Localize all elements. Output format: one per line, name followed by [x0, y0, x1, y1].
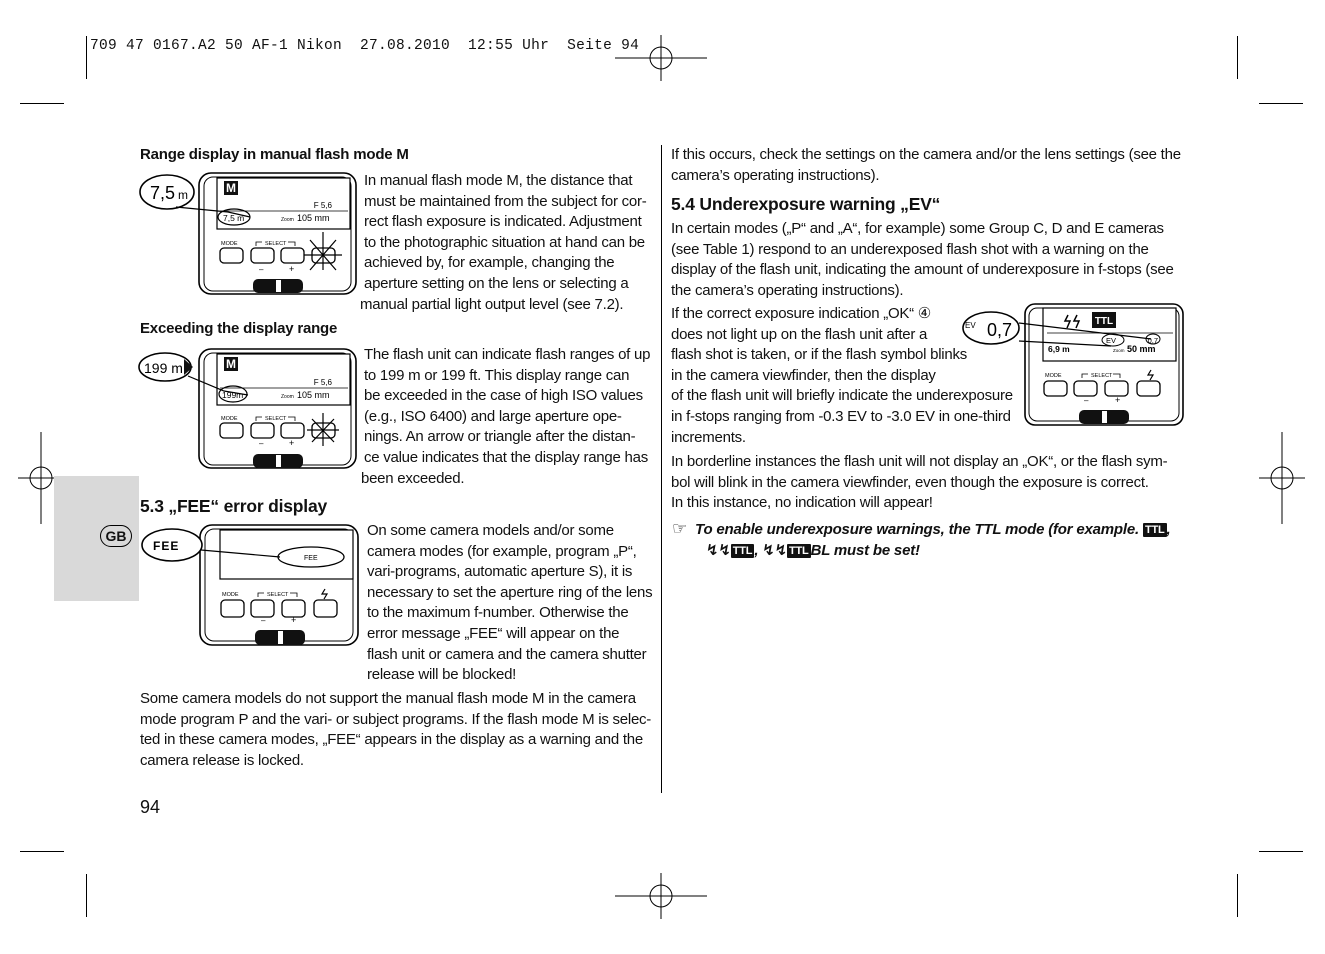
aperture-value: F 5,6 [313, 378, 332, 387]
intro-paragraph: If this occurs, check the settings on the camera and/or the lens settings (see the camera’s operating instructions). [671, 146, 1181, 184]
flash-sync-icon: ↯↯ [706, 542, 731, 559]
ttl-chip: TTL [789, 545, 809, 557]
print-header: 709 47 0167.A2 50 AF-1 Nikon 27.08.2010 12:55 Uhr Seite 94 [90, 38, 640, 54]
fee-indicator: FEE [304, 555, 318, 562]
borderline-paragraph: In borderline instances the flash unit will not display an „OK“, or the flash sym- bol will blink in the camera viewfinder, even though the exposure is correct. In this instance, no indication will appear! [671, 453, 1168, 512]
zoom-label: Zoom [281, 394, 294, 400]
callout-unit: m [178, 188, 188, 202]
select-label: SELECT [1091, 373, 1113, 379]
crop-mark [86, 36, 87, 79]
ttl-chip: TTL [732, 545, 753, 557]
zoom-label: Zoom [281, 217, 294, 223]
fee-display-diagram [138, 523, 364, 649]
crop-mark [86, 874, 87, 917]
exceed-display-diagram [138, 346, 360, 472]
crop-mark [20, 103, 64, 104]
range-display-diagram [138, 170, 360, 298]
callout-ev-label: EV [965, 321, 976, 330]
ok-paragraph: If the correct exposure indication „OK“ ④ does not light up on the flash unit after a flash shot is taken, or if the flash symbol blinks in the camera viewfinder, then the display of the flash unit will briefly indicate the underexposure in f-stops ranging from -0.3 EV to -3.0 EV in one-third increments. [671, 305, 1013, 446]
zoom-value: 105 mm [297, 213, 330, 223]
mode-button-label: MODE [1045, 373, 1062, 379]
plus-label: + [289, 264, 295, 274]
ev-label: EV [1106, 336, 1117, 345]
mode-button-label: MODE [222, 592, 239, 598]
crop-mark [1237, 874, 1238, 917]
ev-value: 0,7 [1147, 336, 1158, 345]
minus-label: – [1084, 396, 1089, 405]
mode-indicator: M [226, 357, 236, 371]
ev-heading: 5.4 Underexposure warning „EV“ [671, 194, 941, 214]
ttl-indicator: TTL [1094, 316, 1114, 327]
range-heading: Range display in manual flash mode M [140, 146, 409, 163]
ttl-note: ☞ To enable underexposure warnings, the TTL mode (for example. TTL , ↯↯ TTL , ↯↯ TTL BL must be set! [672, 519, 1171, 559]
select-label: SELECT [265, 416, 287, 422]
select-label: SELECT [267, 592, 289, 598]
zoom-value: 50 mm [1127, 344, 1156, 354]
pointing-hand-icon: ☞ [672, 519, 688, 538]
mode-indicator: M [226, 181, 236, 195]
callout-value: 0,7 [987, 320, 1013, 340]
registration-mark-icon [615, 873, 707, 919]
range-paragraph: In manual flash mode M, the distance that must be maintained from the subject for cor- rect flash exposure is indicated. Adjustment to the photographic situation at hand can be achieved by, for example, changing the aperture setting on the lens or selecting a manual partial light output level (see 7.2). [360, 172, 647, 313]
fee-paragraph: On some camera models and/or some camera modes (for example, program „P“, vari-programs, automatic aperture S), it is necessary to set the aperture ring of the lens to the maximum f-number. Otherwise the error message „FEE“ will appear on the flash unit or camera and the camera shutter release will be blocked! [367, 522, 653, 684]
fee-heading: 5.3 „FEE“ error display [140, 496, 328, 516]
callout-value: 199 m [144, 360, 183, 376]
crop-mark [1237, 36, 1238, 79]
crop-mark [20, 851, 64, 852]
crop-mark [1259, 103, 1303, 104]
fee-note-paragraph: Some camera models do not support the manual flash mode M in the camera mode program P and the vari- or subject programs. If the flash mode M is selec- ted in these camera modes, „FEE“ appears in the display as a warning and the camera release is locked. [140, 690, 652, 769]
zoom-value: 105 mm [297, 390, 330, 400]
minus-label: – [261, 616, 266, 625]
flash-sync-icon: ↯↯ [762, 542, 787, 559]
language-badge: GB [100, 525, 132, 547]
registration-mark-icon [615, 35, 707, 81]
callout-value: FEE [153, 539, 180, 553]
registration-mark-icon [1259, 432, 1305, 524]
ttl-chip: TTL [1144, 524, 1165, 536]
page-number: 94 [140, 797, 161, 817]
plus-label: + [289, 438, 295, 448]
plus-label: + [291, 615, 297, 625]
distance-value: 6,9 m [1048, 344, 1070, 354]
mode-button-label: MODE [221, 241, 238, 247]
callout-value: 7,5 [150, 183, 176, 203]
ev-display-diagram [961, 301, 1187, 429]
ev-paragraph: In certain modes („P“ and „A“, for example) some Group C, D and E cameras (see Table 1) respond to an underexposed flash shot with a warning on the display of the flash unit, indicating the amount of underexposure in f-stops (see the camera’s operating instructions). [671, 220, 1174, 299]
zoom-label: Zoom [1113, 348, 1125, 353]
mode-button-label: MODE [221, 416, 238, 422]
exceed-paragraph: The flash unit can indicate flash ranges of up to 199 m or 199 ft. This display range can be exceeded in the case of high ISO values (e.g., ISO 6400) and large aperture ope- nings. An arrow or triangle after the distan- ce value indicates that the display range has been exceeded. [361, 346, 651, 487]
plus-label: + [1115, 395, 1121, 405]
minus-label: – [259, 265, 264, 274]
select-label: SELECT [265, 241, 287, 247]
exceed-heading: Exceeding the display range [140, 320, 338, 337]
column-divider [661, 145, 662, 793]
aperture-value: F 5,6 [313, 201, 332, 210]
crop-mark [1259, 851, 1303, 852]
distance-value: 199m [222, 390, 244, 400]
distance-value: 7,5 m [223, 213, 245, 223]
minus-label: – [259, 439, 264, 448]
